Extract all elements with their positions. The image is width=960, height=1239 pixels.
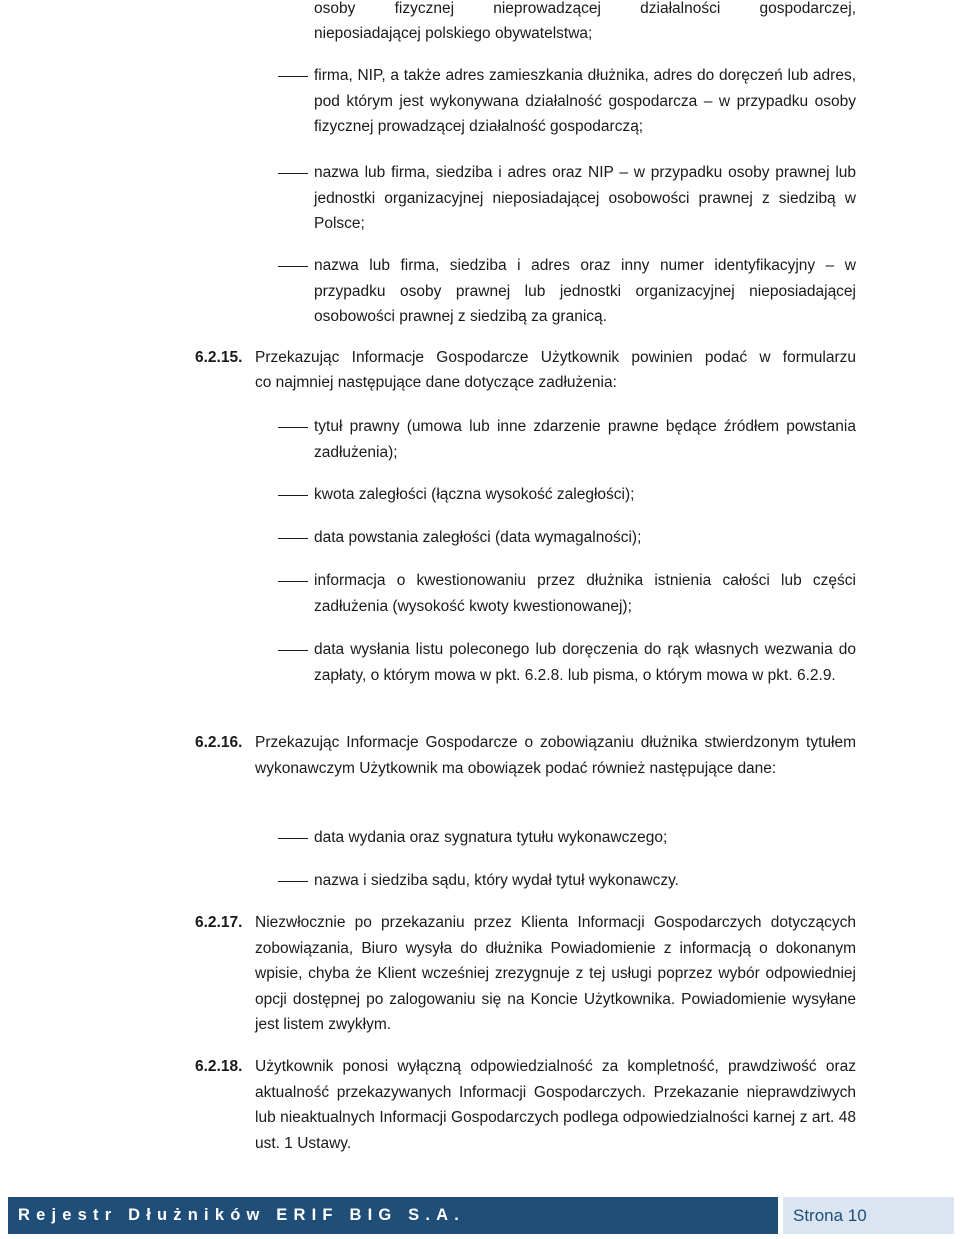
list1-item-3: nazwa lub firma, siedziba i adres oraz inny numer identyfikacyjny – w przypadku osoby prawnej lub jednostki organizacyjnej nieposiadającej osobowości prawnej z siedzibą za granicą. [314, 257, 856, 325]
dash-bullet [278, 495, 308, 496]
dash-bullet [278, 838, 308, 839]
s15-item-5: data wysłania listu poleconego lub doręczenia do rąk własnych wezwania do zapłaty, o którym mowa w pkt. 6.2.8. lub pisma, o którym mowa w pkt. 6.2.9. [314, 641, 856, 684]
section-18-text: Użytkownik ponosi wyłączną odpowiedzialność za kompletność, prawdziwość oraz aktualność przekazywanych Informacji Gospodarczych. Przekazanie nieprawdziwych lub nieaktualnych Informacji Gospodarczych podlega odpowiedzialności karnej z art. 48 ust. 1 Ustawy. [255, 1058, 856, 1152]
dash-bullet [278, 427, 308, 428]
dash-bullet [278, 266, 308, 267]
section-16-text: Przekazując Informacje Gospodarcze o zobowiązaniu dłużnika stwierdzonym tytułem wykonawczym Użytkownik ma obowiązek podać również następujące dane: [255, 734, 856, 777]
section-number: 6.2.15. [195, 349, 243, 366]
lead-line-1: osoby fizycznej nieprowadzącej działalności gospodarczej, [314, 0, 856, 17]
list1-item-1: firma, NIP, a także adres zamieszkania dłużnika, adres do doręczeń lub adres, pod którym jest wykonywana działalność gospodarcza – w przypadku osoby fizycznej prowadzącej działalność gospodarczą; [314, 67, 856, 135]
dash-bullet [278, 173, 308, 174]
s15-item-4: informacja o kwestionowaniu przez dłużnika istnienia całości lub części zadłużenia (wysokość kwoty kwestionowanej); [314, 572, 856, 615]
page-footer [8, 1197, 954, 1234]
section-number: 6.2.17. [195, 914, 243, 931]
s16-item-1: data wydania oraz sygnatura tytułu wykonawczego; [314, 829, 668, 846]
section-17-text: Niezwłocznie po przekazaniu przez Klienta Informacji Gospodarczych dotyczących zobowiązania, Biuro wysyła do dłużnika Powiadomienie z informacją o dokonanym wpisie, chyba że Klient wcześniej zrezygnuje z tej usługi poprzez wybór odpowiedniej opcji dostępnej po zalogowaniu się na Koncie Użytkownika. Powiadomienie wysyłane jest listem zwykłym. [255, 914, 856, 1033]
lead-line-2: nieposiadającej polskiego obywatelstwa; [314, 25, 593, 42]
dash-bullet [278, 881, 308, 882]
list1-item-2: nazwa lub firma, siedziba i adres oraz NIP – w przypadku osoby prawnej lub jednostki organizacyjnej nieposiadającej osobowości prawnej z siedzibą w Polsce; [314, 164, 856, 232]
s16-item-2: nazwa i siedziba sądu, który wydał tytuł wykonawczy. [314, 872, 679, 889]
s15-item-3: data powstania zaległości (data wymagalności); [314, 529, 642, 546]
s15-item-2: kwota zaległości (łączna wysokość zaległości); [314, 486, 635, 503]
dash-bullet [278, 538, 308, 539]
dash-bullet [278, 76, 308, 77]
dash-bullet [278, 650, 308, 651]
footer-brand: Rejestr Dłużników ERIF BIG S.A. [8, 1197, 778, 1234]
section-15-line-2: co najmniej następujące dane dotyczące zadłużenia: [255, 374, 617, 391]
s15-item-1: tytuł prawny (umowa lub inne zdarzenie prawne będące źródłem powstania zadłużenia); [314, 418, 856, 461]
section-number: 6.2.16. [195, 734, 243, 751]
section-15-line-1: Przekazując Informacje Gospodarcze Użytkownik powinien podać w formularzu [255, 349, 856, 366]
section-number: 6.2.18. [195, 1058, 243, 1075]
dash-bullet [278, 581, 308, 582]
page-number: Strona 10 [783, 1197, 954, 1234]
